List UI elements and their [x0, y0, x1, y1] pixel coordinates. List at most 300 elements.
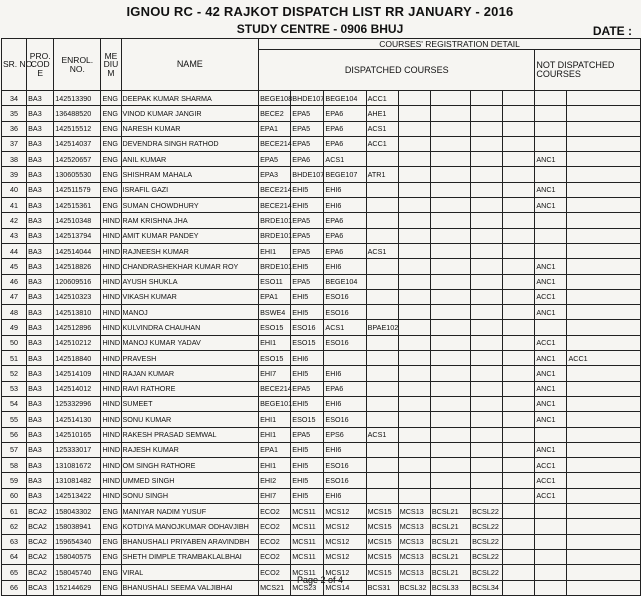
- cell-dispatched-course: BEGE101: [259, 396, 291, 411]
- cell-dispatched-course: [430, 381, 470, 396]
- cell-sr: 38: [2, 152, 27, 167]
- cell-dispatched-course: MCS21: [259, 580, 291, 595]
- cell-dispatched-course: [503, 519, 535, 534]
- cell-prog: BCA2: [27, 519, 54, 534]
- cell-enrol: 131081482: [54, 473, 101, 488]
- cell-dispatched-course: [471, 167, 503, 182]
- cell-dispatched-course: MCS11: [291, 549, 324, 564]
- cell-dispatched-course: MCS11: [291, 504, 324, 519]
- cell-dispatched-course: [366, 412, 398, 427]
- cell-dispatched-course: BRDE101: [259, 213, 291, 228]
- cell-dispatched-course: [430, 458, 470, 473]
- cell-dispatched-course: [503, 274, 535, 289]
- cell-dispatched-course: BECE214: [259, 182, 291, 197]
- cell-dispatched-course: [430, 243, 470, 258]
- cell-dispatched-course: EHI5: [291, 198, 324, 213]
- cell-not-dispatched-course: [567, 198, 641, 213]
- cell-not-dispatched-course: ACC1: [535, 473, 567, 488]
- cell-name: DEEPAK KUMAR SHARMA: [121, 91, 259, 106]
- cell-sr: 58: [2, 458, 27, 473]
- cell-med: HIND: [101, 274, 121, 289]
- cell-dispatched-course: [366, 381, 398, 396]
- cell-dispatched-course: [430, 396, 470, 411]
- table-row: [2, 106, 641, 121]
- table-row: [2, 366, 641, 381]
- cell-dispatched-course: [366, 289, 398, 304]
- cell-sr: 55: [2, 412, 27, 427]
- cell-dispatched-course: [366, 152, 398, 167]
- cell-dispatched-course: ACS1: [324, 320, 366, 335]
- cell-dispatched-course: EPA6: [324, 243, 366, 258]
- cell-prog: BA3: [27, 381, 54, 396]
- cell-dispatched-course: [366, 351, 398, 366]
- col-not-dispatched-courses: NOT DISPATCHED COURSES: [535, 50, 641, 91]
- cell-prog: BA3: [27, 152, 54, 167]
- cell-dispatched-course: ESO11: [259, 274, 291, 289]
- cell-name: SONU SINGH: [121, 488, 259, 503]
- cell-dispatched-course: EHI1: [259, 458, 291, 473]
- cell-med: ENG: [101, 152, 121, 167]
- cell-dispatched-course: BCSL22: [471, 519, 503, 534]
- cell-dispatched-course: EPA6: [324, 136, 366, 151]
- cell-dispatched-course: [503, 396, 535, 411]
- cell-not-dispatched-course: [567, 442, 641, 457]
- cell-dispatched-course: MCS11: [291, 565, 324, 580]
- cell-not-dispatched-course: [567, 534, 641, 549]
- cell-prog: BA3: [27, 91, 54, 106]
- cell-dispatched-course: [503, 167, 535, 182]
- cell-dispatched-course: BRDE101: [259, 228, 291, 243]
- cell-sr: 62: [2, 519, 27, 534]
- cell-prog: BA3: [27, 106, 54, 121]
- cell-dispatched-course: [471, 106, 503, 121]
- cell-dispatched-course: [398, 167, 430, 182]
- cell-dispatched-course: EHI2: [259, 473, 291, 488]
- cell-prog: BA3: [27, 274, 54, 289]
- table-row: [2, 305, 641, 320]
- cell-not-dispatched-course: ANC1: [535, 274, 567, 289]
- cell-dispatched-course: EHI5: [291, 396, 324, 411]
- cell-dispatched-course: EPA5: [291, 381, 324, 396]
- cell-not-dispatched-course: [567, 91, 641, 106]
- cell-med: HIND: [101, 228, 121, 243]
- cell-dispatched-course: [430, 442, 470, 457]
- cell-dispatched-course: [503, 320, 535, 335]
- cell-dispatched-course: EPA6: [291, 152, 324, 167]
- cell-enrol: 159654340: [54, 534, 101, 549]
- cell-dispatched-course: BECE214: [259, 136, 291, 151]
- cell-med: ENG: [101, 91, 121, 106]
- cell-dispatched-course: ESO16: [324, 458, 366, 473]
- cell-dispatched-course: EPA6: [324, 381, 366, 396]
- cell-dispatched-course: ACS1: [366, 427, 398, 442]
- cell-dispatched-course: BHDE107: [291, 91, 324, 106]
- cell-dispatched-course: [503, 458, 535, 473]
- cell-dispatched-course: EHI5: [291, 259, 324, 274]
- cell-dispatched-course: [503, 243, 535, 258]
- cell-sr: 41: [2, 198, 27, 213]
- cell-sr: 35: [2, 106, 27, 121]
- cell-enrol: 158040575: [54, 549, 101, 564]
- cell-dispatched-course: ESO15: [259, 320, 291, 335]
- cell-name: AYUSH SHUKLA: [121, 274, 259, 289]
- cell-dispatched-course: MCS13: [398, 504, 430, 519]
- cell-name: BHANUSHALI SEEMA VALJIBHAI: [121, 580, 259, 595]
- cell-name: VINOD KUMAR JANGIR: [121, 106, 259, 121]
- report-title: IGNOU RC - 42 RAJKOT DISPATCH LIST RR JANUARY - 2016: [126, 4, 514, 19]
- cell-dispatched-course: EHI6: [324, 396, 366, 411]
- cell-dispatched-course: ATR1: [366, 167, 398, 182]
- cell-not-dispatched-course: [567, 412, 641, 427]
- cell-dispatched-course: ECO2: [259, 549, 291, 564]
- cell-dispatched-course: [398, 366, 430, 381]
- cell-dispatched-course: AHE1: [366, 106, 398, 121]
- cell-sr: 51: [2, 351, 27, 366]
- cell-enrol: 158043302: [54, 504, 101, 519]
- cell-dispatched-course: EHI6: [324, 182, 366, 197]
- cell-name: KULVINDRA CHAUHAN: [121, 320, 259, 335]
- cell-dispatched-course: ECO2: [259, 519, 291, 534]
- table-row: [2, 213, 641, 228]
- cell-prog: BA3: [27, 351, 54, 366]
- cell-dispatched-course: [471, 91, 503, 106]
- cell-not-dispatched-course: [567, 488, 641, 503]
- cell-sr: 46: [2, 274, 27, 289]
- cell-dispatched-course: ESO16: [291, 320, 324, 335]
- cell-sr: 52: [2, 366, 27, 381]
- cell-dispatched-course: [398, 182, 430, 197]
- cell-dispatched-course: EPA1: [259, 289, 291, 304]
- cell-dispatched-course: BCSL32: [398, 580, 430, 595]
- cell-dispatched-course: EPA6: [324, 106, 366, 121]
- cell-med: ENG: [101, 504, 121, 519]
- cell-dispatched-course: [398, 228, 430, 243]
- cell-med: HIND: [101, 488, 121, 503]
- cell-prog: BCA2: [27, 565, 54, 580]
- cell-prog: BCA2: [27, 534, 54, 549]
- cell-prog: BA3: [27, 412, 54, 427]
- cell-enrol: 142513390: [54, 91, 101, 106]
- cell-sr: 66: [2, 580, 27, 595]
- cell-dispatched-course: ESO15: [259, 351, 291, 366]
- cell-dispatched-course: EPA3: [259, 167, 291, 182]
- cell-dispatched-course: [471, 274, 503, 289]
- cell-dispatched-course: [366, 305, 398, 320]
- cell-enrol: 142510165: [54, 427, 101, 442]
- cell-dispatched-course: [430, 198, 470, 213]
- cell-med: HIND: [101, 305, 121, 320]
- cell-sr: 60: [2, 488, 27, 503]
- cell-dispatched-course: MCS15: [366, 519, 398, 534]
- cell-dispatched-course: [366, 458, 398, 473]
- cell-dispatched-course: MCS12: [324, 504, 366, 519]
- cell-dispatched-course: [366, 366, 398, 381]
- cell-dispatched-course: [366, 335, 398, 350]
- cell-name: RAM KRISHNA JHA: [121, 213, 259, 228]
- cell-dispatched-course: BECE214: [259, 198, 291, 213]
- cell-prog: BA3: [27, 198, 54, 213]
- cell-dispatched-course: [471, 442, 503, 457]
- cell-not-dispatched-course: ACC1: [567, 351, 641, 366]
- cell-dispatched-course: EHI7: [259, 488, 291, 503]
- table-row: [2, 442, 641, 457]
- cell-dispatched-course: [430, 473, 470, 488]
- cell-dispatched-course: [503, 182, 535, 197]
- cell-dispatched-course: [503, 106, 535, 121]
- cell-dispatched-course: MCS15: [366, 565, 398, 580]
- cell-enrol: 158045740: [54, 565, 101, 580]
- cell-sr: 37: [2, 136, 27, 151]
- cell-dispatched-course: [430, 213, 470, 228]
- cell-enrol: 125333017: [54, 442, 101, 457]
- cell-dispatched-course: [366, 182, 398, 197]
- cell-dispatched-course: ESO16: [324, 305, 366, 320]
- cell-dispatched-course: [503, 198, 535, 213]
- cell-med: ENG: [101, 534, 121, 549]
- cell-dispatched-course: [503, 549, 535, 564]
- cell-dispatched-course: EHI5: [291, 473, 324, 488]
- col-enrolment-no: ENROL. NO.: [54, 39, 101, 91]
- cell-name: AMIT KUMAR PANDEY: [121, 228, 259, 243]
- cell-dispatched-course: [471, 198, 503, 213]
- cell-med: HIND: [101, 427, 121, 442]
- cell-not-dispatched-course: ANC1: [535, 305, 567, 320]
- cell-dispatched-course: [503, 305, 535, 320]
- cell-dispatched-course: [503, 121, 535, 136]
- cell-dispatched-course: [471, 351, 503, 366]
- cell-med: HIND: [101, 366, 121, 381]
- cell-prog: BA3: [27, 228, 54, 243]
- cell-not-dispatched-course: [567, 228, 641, 243]
- table-row: [2, 91, 641, 106]
- cell-dispatched-course: EHI6: [324, 442, 366, 457]
- cell-dispatched-course: [471, 152, 503, 167]
- cell-dispatched-course: EHI5: [291, 289, 324, 304]
- cell-enrol: 142511579: [54, 182, 101, 197]
- cell-dispatched-course: EHI6: [324, 198, 366, 213]
- cell-dispatched-course: [398, 305, 430, 320]
- cell-not-dispatched-course: ACC1: [535, 458, 567, 473]
- cell-dispatched-course: [398, 198, 430, 213]
- cell-dispatched-course: BCSL21: [430, 565, 470, 580]
- cell-name: SUMAN CHOWDHURY: [121, 198, 259, 213]
- cell-dispatched-course: [503, 152, 535, 167]
- cell-enrol: 125332996: [54, 396, 101, 411]
- cell-dispatched-course: [366, 488, 398, 503]
- cell-enrol: 142518840: [54, 351, 101, 366]
- cell-prog: BCA2: [27, 504, 54, 519]
- cell-sr: 42: [2, 213, 27, 228]
- cell-dispatched-course: [398, 427, 430, 442]
- table-row: [2, 167, 641, 182]
- cell-not-dispatched-course: [567, 305, 641, 320]
- cell-prog: BA3: [27, 458, 54, 473]
- cell-dispatched-course: ECO2: [259, 534, 291, 549]
- cell-dispatched-course: [471, 228, 503, 243]
- cell-prog: BCA3: [27, 580, 54, 595]
- col-dispatched-courses: DISPATCHED COURSES: [259, 50, 535, 91]
- cell-dispatched-course: MCS12: [324, 519, 366, 534]
- cell-dispatched-course: BCSL22: [471, 565, 503, 580]
- col-sr-no: SR. NO.: [2, 39, 27, 91]
- cell-dispatched-course: EHI5: [291, 366, 324, 381]
- cell-enrol: 130605530: [54, 167, 101, 182]
- cell-dispatched-course: ESO16: [324, 335, 366, 350]
- cell-dispatched-course: [398, 488, 430, 503]
- cell-dispatched-course: [398, 458, 430, 473]
- cell-med: ENG: [101, 167, 121, 182]
- cell-not-dispatched-course: [567, 106, 641, 121]
- cell-name: OM SINGH RATHORE: [121, 458, 259, 473]
- cell-dispatched-course: EPA5: [291, 213, 324, 228]
- cell-name: RAJESH KUMAR: [121, 442, 259, 457]
- cell-sr: 45: [2, 259, 27, 274]
- cell-dispatched-course: EPA5: [259, 152, 291, 167]
- col-group-registration: COURSES' REGISTRATION DETAIL: [259, 39, 641, 50]
- cell-enrol: 142510212: [54, 335, 101, 350]
- table-row: [2, 335, 641, 350]
- cell-prog: BA3: [27, 335, 54, 350]
- cell-dispatched-course: EHI6: [291, 351, 324, 366]
- cell-not-dispatched-course: [535, 519, 567, 534]
- cell-not-dispatched-course: ANC1: [535, 442, 567, 457]
- cell-dispatched-course: MCS15: [366, 504, 398, 519]
- cell-enrol: 142513422: [54, 488, 101, 503]
- cell-not-dispatched-course: [567, 152, 641, 167]
- cell-not-dispatched-course: ACC1: [535, 289, 567, 304]
- cell-name: MANOJ: [121, 305, 259, 320]
- cell-dispatched-course: EHI5: [291, 458, 324, 473]
- cell-dispatched-course: EPA1: [259, 121, 291, 136]
- cell-dispatched-course: BCSL21: [430, 534, 470, 549]
- cell-dispatched-course: [430, 488, 470, 503]
- cell-dispatched-course: ESO15: [291, 412, 324, 427]
- cell-enrol: 120609516: [54, 274, 101, 289]
- cell-dispatched-course: BSWE4: [259, 305, 291, 320]
- date-label: DATE :: [592, 24, 632, 38]
- cell-dispatched-course: MCS15: [366, 549, 398, 564]
- cell-dispatched-course: [430, 167, 470, 182]
- cell-dispatched-course: [366, 213, 398, 228]
- cell-dispatched-course: [398, 259, 430, 274]
- cell-dispatched-course: BCSL33: [430, 580, 470, 595]
- cell-not-dispatched-course: [567, 259, 641, 274]
- cell-enrol: 142513810: [54, 305, 101, 320]
- cell-not-dispatched-course: [567, 335, 641, 350]
- cell-enrol: 142518826: [54, 259, 101, 274]
- cell-dispatched-course: [503, 534, 535, 549]
- cell-prog: BA3: [27, 121, 54, 136]
- cell-dispatched-course: [430, 91, 470, 106]
- col-program-code: PRO. COD E: [27, 39, 54, 91]
- cell-med: HIND: [101, 458, 121, 473]
- table-row: [2, 274, 641, 289]
- table-row: [2, 243, 641, 258]
- cell-enrol: 142514044: [54, 243, 101, 258]
- cell-name: PRAVESH: [121, 351, 259, 366]
- table-row: [2, 320, 641, 335]
- cell-name: RAVI RATHORE: [121, 381, 259, 396]
- cell-enrol: 152144629: [54, 580, 101, 595]
- cell-med: ENG: [101, 136, 121, 151]
- table-row: [2, 152, 641, 167]
- cell-sr: 49: [2, 320, 27, 335]
- cell-med: ENG: [101, 198, 121, 213]
- cell-dispatched-course: [503, 366, 535, 381]
- cell-dispatched-course: [366, 442, 398, 457]
- cell-name: RAJNEESH KUMAR: [121, 243, 259, 258]
- cell-med: ENG: [101, 549, 121, 564]
- cell-dispatched-course: EHI6: [324, 366, 366, 381]
- cell-enrol: 136488520: [54, 106, 101, 121]
- cell-med: HIND: [101, 473, 121, 488]
- cell-not-dispatched-course: [535, 106, 567, 121]
- cell-dispatched-course: ACS1: [366, 121, 398, 136]
- cell-dispatched-course: [503, 473, 535, 488]
- cell-prog: BA3: [27, 243, 54, 258]
- cell-dispatched-course: EPA5: [291, 427, 324, 442]
- cell-dispatched-course: EPS6: [324, 427, 366, 442]
- cell-med: ENG: [101, 565, 121, 580]
- cell-dispatched-course: BEGE107: [324, 167, 366, 182]
- cell-dispatched-course: [324, 351, 366, 366]
- table-row: [2, 473, 641, 488]
- cell-dispatched-course: [430, 366, 470, 381]
- cell-not-dispatched-course: ANC1: [535, 152, 567, 167]
- table-row: [2, 136, 641, 151]
- cell-name: RAKESH PRASAD SEMWAL: [121, 427, 259, 442]
- cell-dispatched-course: [430, 335, 470, 350]
- cell-med: HIND: [101, 396, 121, 411]
- study-centre-title: STUDY CENTRE - 0906 BHUJ: [236, 22, 404, 36]
- cell-dispatched-course: EHI6: [324, 259, 366, 274]
- cell-not-dispatched-course: [535, 228, 567, 243]
- cell-dispatched-course: MCS11: [291, 519, 324, 534]
- cell-enrol: 142514109: [54, 366, 101, 381]
- cell-not-dispatched-course: [535, 504, 567, 519]
- cell-dispatched-course: BEGE104: [324, 274, 366, 289]
- cell-dispatched-course: [471, 136, 503, 151]
- cell-dispatched-course: [503, 442, 535, 457]
- cell-not-dispatched-course: ANC1: [535, 366, 567, 381]
- cell-not-dispatched-course: ANC1: [535, 182, 567, 197]
- cell-not-dispatched-course: [535, 243, 567, 258]
- cell-dispatched-course: EPA6: [324, 213, 366, 228]
- cell-not-dispatched-course: ANC1: [535, 412, 567, 427]
- cell-dispatched-course: ESO16: [324, 473, 366, 488]
- cell-prog: BA3: [27, 182, 54, 197]
- cell-sr: 61: [2, 504, 27, 519]
- cell-dispatched-course: ACC1: [366, 136, 398, 151]
- cell-dispatched-course: EPA5: [291, 136, 324, 151]
- cell-dispatched-course: [430, 351, 470, 366]
- cell-dispatched-course: [398, 473, 430, 488]
- cell-dispatched-course: [471, 121, 503, 136]
- cell-prog: BA3: [27, 289, 54, 304]
- cell-not-dispatched-course: [535, 91, 567, 106]
- cell-not-dispatched-course: [535, 136, 567, 151]
- cell-dispatched-course: BCSL21: [430, 519, 470, 534]
- table-row: [2, 121, 641, 136]
- cell-dispatched-course: [398, 335, 430, 350]
- cell-dispatched-course: [398, 396, 430, 411]
- cell-prog: BA3: [27, 305, 54, 320]
- cell-sr: 65: [2, 565, 27, 580]
- cell-not-dispatched-course: ANC1: [535, 259, 567, 274]
- cell-not-dispatched-course: [567, 121, 641, 136]
- cell-not-dispatched-course: [535, 121, 567, 136]
- cell-prog: BA3: [27, 488, 54, 503]
